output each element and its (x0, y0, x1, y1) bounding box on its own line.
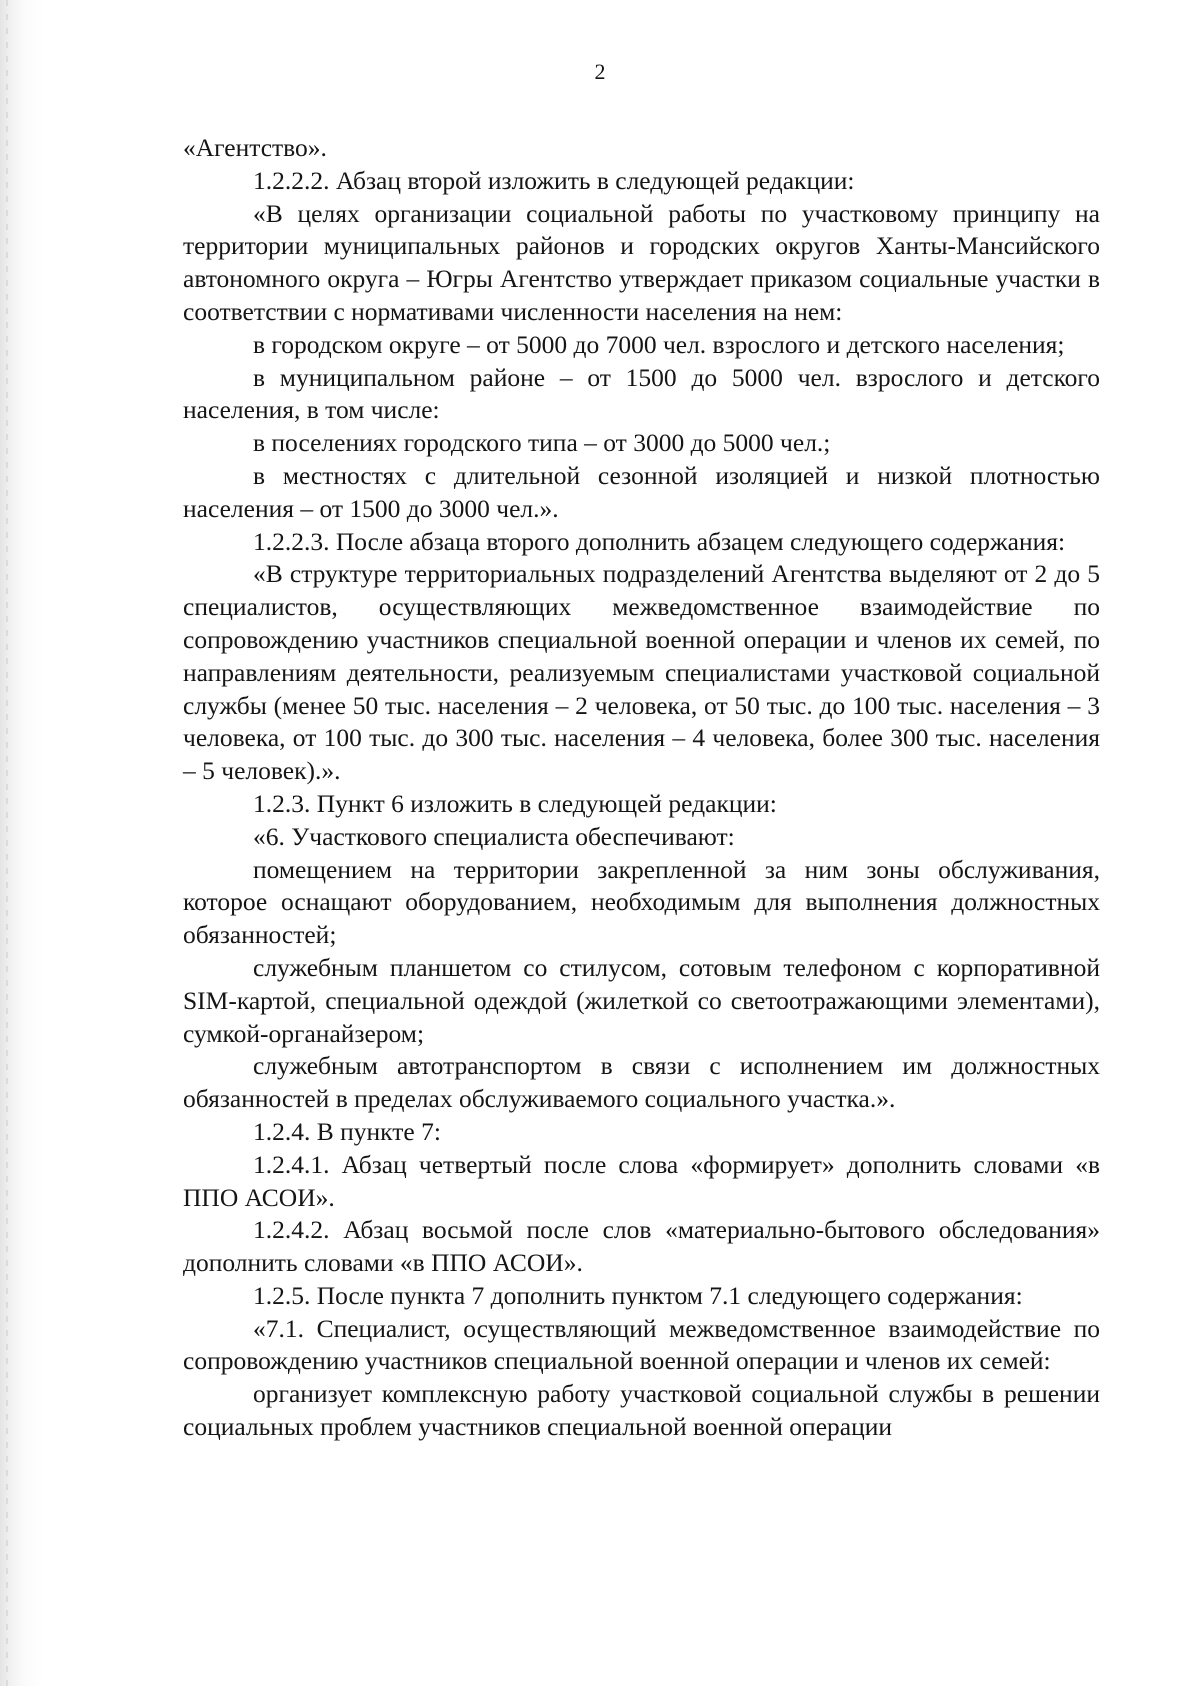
paragraph: в муниципальном районе – от 1500 до 5000 чел. взрослого и детского населения, в том числе: (183, 362, 1100, 425)
paragraph: в поселениях городского типа – от 3000 до 5000 чел.; (253, 428, 831, 458)
paragraph: в местностях с длительной сезонной изоляцией и низкой плотностью населения – от 1500 до 3000 чел.». (183, 460, 1100, 523)
scan-edge (0, 0, 44, 1686)
page-number: 2 (594, 59, 606, 84)
paragraph: «7.1. Специалист, осуществляющий межведомственное взаимодействие по сопровождению участников специальной военной операции и членов их семей: (183, 1313, 1100, 1376)
paragraph: 1.2.4.1. Абзац четвертый после слова «формирует» дополнить словами «в ППО АСОИ». (183, 1149, 1100, 1212)
paragraph: «6. Участкового специалиста обеспечивают: (253, 821, 735, 851)
paragraph: 1.2.4.2. Абзац восьмой после слов «материально-бытового обследования» дополнить словами «в ППО АСОИ». (183, 1215, 1100, 1278)
paragraph: служебным автотранспортом в связи с исполнением им должностных обязанностей в пределах обслуживаемого социального участка.». (183, 1051, 1100, 1114)
paragraph: 1.2.4. В пункте 7: (253, 1116, 441, 1146)
paragraph: «В целях организации социальной работы по участковому принципу на территории муниципальных районов и городских округов Ханты-Мансийского автономного округа – Югры Агентство утверждает приказом социальные участки в соответствии с нормативами численности населения на нем: (183, 198, 1100, 326)
document-body (183, 132, 1100, 1444)
paragraph: служебным планшетом со стилусом, сотовым телефоном с корпоративной SIM-картой, специальной одеждой (жилеткой со светоотражающими элементами), сумкой-органайзером; (183, 952, 1100, 1048)
paragraph: 1.2.5. После пункта 7 дополнить пунктом 7.1 следующего содержания: (253, 1280, 1023, 1310)
paragraph: 1.2.2.3. После абзаца второго дополнить абзацем следующего содержания: (253, 526, 1066, 556)
paragraph: 1.2.2.2. Абзац второй изложить в следующей редакции: (253, 165, 855, 195)
paragraph: помещением на территории закрепленной за ним зоны обслуживания, которое оснащают оборудованием, необходимым для выполнения должностных обязанностей; (183, 854, 1100, 950)
paragraph: «В структуре территориальных подразделений Агентства выделяют от 2 до 5 специалистов, осуществляющих межведомственное взаимодействие по сопровождению участников специальной военной операции и членов их семей, по направлениям деятельности, реализуемым специалистами участковой социальной службы (менее 50 тыс. населения – 2 человека, от 50 тыс. до 100 тыс. населения – 3 человека, от 100 тыс. до 300 тыс. населения – 4 человека, более 300 тыс. населения – 5 человек).». (183, 559, 1100, 786)
paragraph: организует комплексную работу участковой социальной службы в решении социальных проблем участников специальной военной операции (183, 1379, 1100, 1442)
paragraph: в городском округе – от 5000 до 7000 чел. взрослого и детского населения; (253, 329, 1065, 359)
paragraph: 1.2.3. Пункт 6 изложить в следующей редакции: (253, 788, 777, 818)
paragraph: «Агентство». (183, 133, 327, 162)
